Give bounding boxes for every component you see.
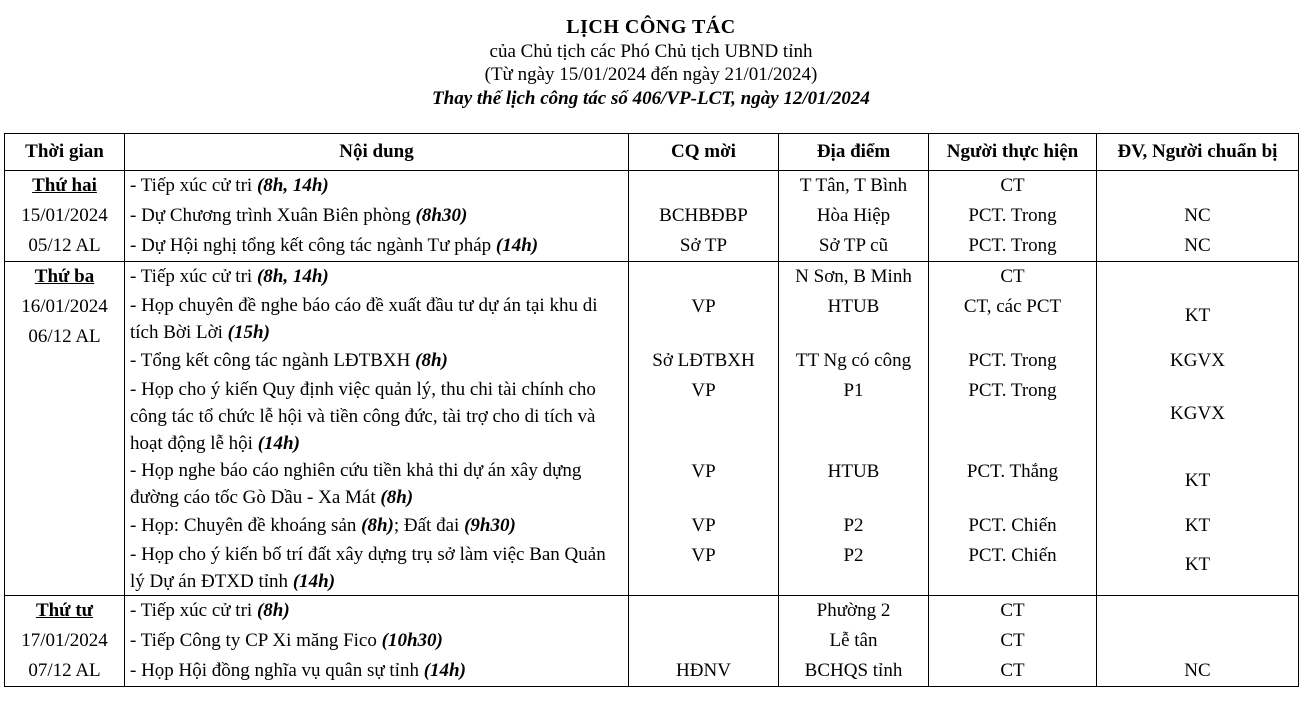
item-person: CT, các PCT — [963, 296, 1062, 317]
content-cell — [125, 171, 629, 262]
day-name: Thứ tư — [35, 600, 94, 621]
item-person: CT — [1000, 266, 1025, 287]
place-cell — [779, 262, 929, 596]
item-prep — [1097, 262, 1298, 292]
schedule-item — [130, 656, 624, 686]
item-person: PCT. Trong — [968, 350, 1057, 371]
schedule-item — [130, 511, 624, 541]
item-agency — [629, 171, 778, 201]
item-person: PCT. Chiến — [968, 515, 1057, 536]
person-cell — [929, 262, 1097, 596]
item-agency: Sở TP — [679, 235, 728, 256]
item-agency: Sở LĐTBXH — [652, 350, 755, 371]
schedule-item — [130, 596, 624, 626]
schedule-item — [130, 457, 624, 511]
date-range: (Từ ngày 15/01/2024 đến ngày 21/01/2024) — [484, 64, 818, 85]
item-person: CT — [1000, 630, 1025, 651]
agency-cell — [629, 262, 779, 596]
schedule-item — [130, 262, 624, 292]
item-time: (8h) — [380, 487, 414, 508]
day-lunar: 06/12 AL — [28, 326, 101, 347]
item-agency: HĐNV — [676, 660, 731, 681]
content-cell — [125, 596, 629, 687]
item-prep: KT — [1184, 554, 1211, 575]
item-place: Hòa Hiệp — [816, 205, 891, 226]
item-place: Sở TP cũ — [818, 235, 889, 256]
col-header-place: Địa điểm — [779, 134, 929, 171]
person-cell — [929, 596, 1097, 687]
item-prep: KGVX — [1170, 350, 1225, 371]
item-prep — [1097, 596, 1298, 626]
item-prep: NC — [1184, 205, 1211, 226]
item-person: CT — [1000, 175, 1025, 196]
item-person: PCT. Trong — [968, 380, 1057, 401]
schedule-item — [130, 292, 624, 346]
item-agency — [629, 262, 778, 292]
item-time: (10h30) — [381, 630, 443, 651]
prep-cell — [1097, 262, 1299, 596]
item-place: Phường 2 — [816, 600, 891, 621]
schedule-item — [130, 541, 624, 595]
item-prep — [1097, 171, 1298, 201]
item-text: - Dự Hội nghị tổng kết công tác ngành Tư pháp — [130, 235, 496, 256]
document-subtitle: của Chủ tịch các Phó Chủ tịch UBND tỉnh — [489, 41, 813, 62]
item-time-2: (9h30) — [464, 515, 516, 536]
item-text: - Họp nghe báo cáo nghiên cứu tiền khả thi dự án xây dựng đường cáo tốc Gò Dầu - Xa Mát — [130, 460, 582, 508]
day-date: 15/01/2024 — [21, 205, 108, 226]
item-time: (8h30) — [415, 205, 468, 226]
item-person: CT — [1000, 660, 1025, 681]
schedule-body — [5, 171, 1299, 687]
day-name: Thứ hai — [32, 175, 97, 196]
schedule-item — [130, 171, 624, 201]
item-place: BCHQS tỉnh — [804, 660, 903, 681]
schedule-table — [4, 133, 1299, 687]
item-prep: KT — [1184, 470, 1211, 491]
item-agency: VP — [691, 380, 716, 401]
item-prep — [1097, 626, 1298, 656]
schedule-item — [130, 201, 624, 231]
person-cell — [929, 171, 1097, 262]
document-title: LỊCH CÔNG TÁC — [566, 16, 736, 38]
item-agency — [629, 626, 778, 656]
place-cell — [779, 171, 929, 262]
day-lunar: 07/12 AL — [28, 660, 101, 681]
item-text: - Tiếp xúc cử tri — [130, 175, 257, 196]
item-text: - Dự Chương trình Xuân Biên phòng — [130, 205, 416, 226]
item-prep: NC — [1184, 235, 1211, 256]
item-text: - Tiếp xúc cử tri — [130, 600, 257, 621]
item-time: (14h) — [257, 433, 300, 454]
item-agency: VP — [691, 515, 716, 536]
item-text: - Tiếp Công ty CP Xi măng Fico — [130, 630, 382, 651]
item-text: - Họp: Chuyên đề khoáng sản — [130, 515, 362, 536]
place-cell — [779, 596, 929, 687]
item-time: (8h) — [361, 515, 394, 536]
item-agency: VP — [691, 545, 716, 566]
item-time: (14h) — [423, 660, 466, 681]
item-place: P1 — [843, 380, 864, 401]
item-place: Lễ tân — [829, 630, 878, 651]
col-header-person: Người thực hiện — [929, 134, 1097, 171]
document-header — [0, 0, 1302, 111]
item-time: (14h) — [495, 235, 539, 256]
content-cell — [125, 262, 629, 596]
day-cell — [5, 262, 125, 596]
replacement-note: Thay thế lịch công tác số 406/VP-LCT, ngày 12/01/2024 — [432, 88, 870, 109]
item-text: - Tiếp xúc cử tri — [130, 266, 257, 287]
table-header-row — [5, 134, 1299, 171]
day-date: 16/01/2024 — [21, 296, 108, 317]
day-date: 17/01/2024 — [21, 630, 108, 651]
col-header-time: Thời gian — [5, 134, 125, 171]
item-text: - Tổng kết công tác ngành LĐTBXH — [130, 350, 416, 371]
col-header-prep: ĐV, Người chuẩn bị — [1097, 134, 1299, 171]
item-time: (8h, 14h) — [256, 266, 329, 287]
item-agency: VP — [691, 461, 716, 482]
item-prep: NC — [1184, 660, 1211, 681]
item-time: (8h, 14h) — [256, 175, 329, 196]
item-person: PCT. Trong — [968, 205, 1057, 226]
item-prep: KGVX — [1170, 403, 1225, 424]
item-person: PCT. Thắng — [966, 461, 1059, 482]
prep-cell — [1097, 171, 1299, 262]
item-agency: VP — [691, 296, 716, 317]
item-agency: BCHBĐBP — [659, 205, 748, 226]
day-row — [5, 262, 1299, 596]
item-text: - Họp cho ý kiến bố trí đất xây dựng trụ sở làm việc Ban Quản lý Dự án ĐTXD tỉnh — [130, 544, 606, 592]
day-name: Thứ ba — [34, 266, 95, 287]
day-row — [5, 596, 1299, 687]
col-header-agency: CQ mời — [629, 134, 779, 171]
item-time: (14h) — [292, 571, 336, 592]
item-place: P2 — [843, 515, 864, 536]
day-cell — [5, 596, 125, 687]
item-place: T Tân, T Bình — [799, 175, 908, 196]
item-place: P2 — [843, 545, 864, 566]
item-agency — [629, 596, 778, 626]
item-place: HTUB — [827, 461, 880, 482]
item-time: (8h) — [256, 600, 290, 621]
item-place: HTUB — [827, 296, 880, 317]
day-lunar: 05/12 AL — [28, 235, 101, 256]
agency-cell — [629, 596, 779, 687]
day-row — [5, 171, 1299, 262]
item-text: - Họp Hội đồng nghĩa vụ quân sự tỉnh — [130, 660, 424, 681]
item-prep: KT — [1184, 515, 1211, 536]
col-header-content: Nội dung — [125, 134, 629, 171]
item-place: TT Ng có công — [795, 350, 912, 371]
item-person: PCT. Trong — [968, 235, 1057, 256]
prep-cell — [1097, 596, 1299, 687]
item-text: - Họp chuyên đề nghe báo cáo đề xuất đầu tư dự án tại khu di tích Bời Lời — [130, 295, 598, 343]
item-place: N Sơn, B Minh — [795, 266, 912, 287]
item-text-2: ; Đất đai — [393, 515, 465, 536]
item-time: (8h) — [415, 350, 448, 371]
schedule-item — [130, 376, 624, 457]
schedule-item — [130, 231, 624, 261]
day-cell — [5, 171, 125, 262]
item-person: PCT. Chiến — [968, 545, 1057, 566]
schedule-item — [130, 346, 624, 376]
agency-cell — [629, 171, 779, 262]
item-text: - Họp cho ý kiến Quy định việc quản lý, thu chi tài chính cho công tác tổ chức lễ hội và tiền công đức, tài trợ cho di tích và hoạt động lễ hội — [130, 379, 596, 454]
item-prep: KT — [1184, 305, 1211, 326]
schedule-item — [130, 626, 624, 656]
item-person: CT — [1000, 600, 1025, 621]
item-time: (15h) — [227, 322, 270, 343]
